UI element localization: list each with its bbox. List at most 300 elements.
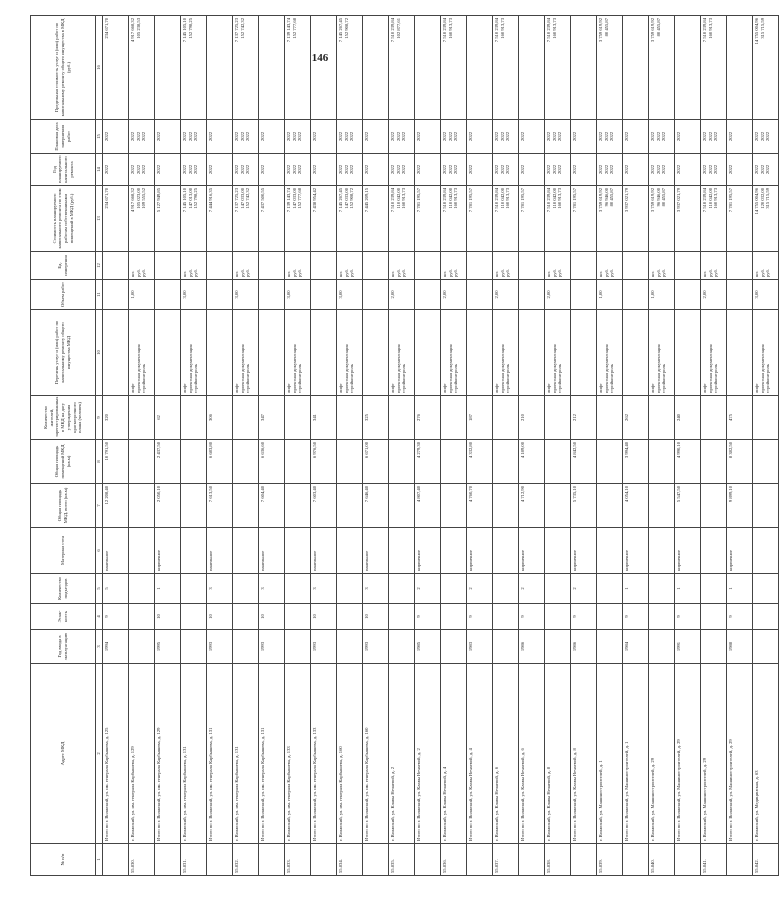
cell-no — [155, 844, 181, 876]
column-header: Количество жителей, зарегистрированных в МКД на дату утверждения краткосрочного плана (человек) — [31, 396, 96, 440]
column-index: 8 — [96, 440, 103, 484]
column-index: 7 — [96, 484, 103, 528]
cell-work — [311, 310, 337, 396]
cell-area — [753, 484, 779, 528]
cell-vol — [415, 280, 441, 310]
cell-entr: 5 — [103, 574, 129, 604]
cell-year — [233, 630, 259, 664]
cell-floors: 10 — [155, 604, 181, 630]
column-header: Плановая дата завершения работ — [31, 120, 96, 154]
cell-cost: 7 781 195,57 — [571, 186, 597, 252]
cell-year: 1984 — [623, 630, 649, 664]
cell-work: лифт проектная документация стройконтроль — [545, 310, 571, 396]
cell-unit — [259, 252, 285, 280]
cell-floors — [285, 604, 311, 630]
cell-entr: 3 — [311, 574, 337, 604]
cell-y2: 2022 2022 2022 — [181, 120, 207, 154]
column-index: 3 — [96, 630, 103, 664]
cell-year — [701, 630, 727, 664]
cell-entr — [753, 574, 779, 604]
table-row — [181, 16, 207, 876]
cell-addr: г. Волжский, ул. Клавы Нечаевой, д. 2 — [389, 664, 415, 844]
table-row — [571, 16, 597, 876]
cell-cost: 7 444 916,35 — [207, 186, 233, 252]
cell-people: 320 — [103, 396, 129, 440]
cell-cost: 7 139 143,74 147 033,00 152 777,68 — [285, 186, 311, 252]
repair-plan-table — [30, 15, 779, 876]
table-row — [675, 16, 701, 876]
cell-floors: 10 — [311, 604, 337, 630]
cell-work — [467, 310, 493, 396]
cell-area — [441, 484, 467, 528]
cell-no: 55.831. — [181, 844, 207, 876]
cell-floors: 10 — [259, 604, 285, 630]
cell-addr: г. Волжский, ул. им. генерала Карбышева, д. 129 — [129, 664, 155, 844]
column-index: 1 — [96, 844, 103, 876]
cell-entr — [233, 574, 259, 604]
cell-area2 — [181, 440, 207, 484]
cell-work — [623, 310, 649, 396]
cell-people: 306 — [207, 396, 233, 440]
cell-people — [441, 396, 467, 440]
cell-year: 1995 — [155, 630, 181, 664]
cell-year: 1993 — [259, 630, 285, 664]
cell-addr: Итого по г. Волжский, ул. Клавы Нечаевой, д. 6 — [519, 664, 545, 844]
cell-no — [103, 844, 129, 876]
cell-unit — [207, 252, 233, 280]
cell-area: 4 760,70 — [467, 484, 493, 528]
cell-unit — [467, 252, 493, 280]
cell-y1: 2022 — [103, 154, 129, 186]
table-row — [623, 16, 649, 876]
cell-work: лифт проектная документация стройконтроль — [337, 310, 363, 396]
cell-floors — [701, 604, 727, 630]
cell-area2 — [233, 440, 259, 484]
cell-y1: 2022 — [155, 154, 181, 186]
table-row — [285, 16, 311, 876]
cell-area2 — [545, 440, 571, 484]
cell-people — [233, 396, 259, 440]
column-index: 11 — [96, 280, 103, 310]
cell-area2 — [493, 440, 519, 484]
cell-y1: 2022 — [259, 154, 285, 186]
cell-y2: 2022 2022 2022 — [753, 120, 779, 154]
cell-limit — [467, 16, 493, 120]
cell-unit — [103, 252, 129, 280]
cell-no: 55.840. — [649, 844, 675, 876]
cell-year — [545, 630, 571, 664]
cell-vol: 3,00 — [285, 280, 311, 310]
cell-wall: кирпичное — [675, 528, 701, 574]
cell-wall — [285, 528, 311, 574]
cell-year: 1994 — [103, 630, 129, 664]
cell-area — [701, 484, 727, 528]
cell-unit — [311, 252, 337, 280]
cell-people: 212 — [571, 396, 597, 440]
cell-entr: 1 — [727, 574, 753, 604]
cell-floors — [597, 604, 623, 630]
cell-limit — [675, 16, 701, 120]
cell-vol: 2,00 — [441, 280, 467, 310]
cell-floors — [389, 604, 415, 630]
cell-no — [363, 844, 389, 876]
column-index: 16 — [96, 16, 103, 120]
cell-entr — [181, 574, 207, 604]
cell-vol — [207, 280, 233, 310]
cell-y2: 2022 — [415, 120, 441, 154]
cell-unit: шт. руб. руб. — [285, 252, 311, 280]
cell-area2 — [597, 440, 623, 484]
cell-vol: 2,00 — [701, 280, 727, 310]
cell-floors — [493, 604, 519, 630]
cell-no — [207, 844, 233, 876]
table-row — [597, 16, 623, 876]
cell-year: 1983 — [467, 630, 493, 664]
cell-unit: шт. руб. руб. — [493, 252, 519, 280]
cell-year — [441, 630, 467, 664]
cell-limit: 7 137 725,23 152 742,32 — [233, 16, 259, 120]
cell-floors: 9 — [519, 604, 545, 630]
cell-y2: 2022 — [155, 120, 181, 154]
table-row — [311, 16, 337, 876]
column-header: Этаж-ность — [31, 604, 96, 630]
cell-entr: 2 — [415, 574, 441, 604]
cell-work: лифт проектная документация стройконтроль — [597, 310, 623, 396]
cell-year: 1991 — [675, 630, 701, 664]
cell-cost: 7 445 209,15 — [363, 186, 389, 252]
cell-year: 1988 — [727, 630, 753, 664]
cell-y1: 2022 2022 2022 — [129, 154, 155, 186]
cell-work — [155, 310, 181, 396]
cell-people — [181, 396, 207, 440]
cell-people: 62 — [155, 396, 181, 440]
cell-addr: г. Волжский, ул. Машиностроителей, д. 29 — [649, 664, 675, 844]
cell-entr: 3 — [207, 574, 233, 604]
column-header: Адрес МКД — [31, 664, 96, 844]
cell-limit — [311, 16, 337, 120]
cell-year — [649, 630, 675, 664]
cell-limit — [155, 16, 181, 120]
cell-area2: 4 842,50 — [571, 440, 597, 484]
cell-people — [285, 396, 311, 440]
table-row — [467, 16, 493, 876]
cell-no: 55.837. — [493, 844, 519, 876]
cell-area2 — [441, 440, 467, 484]
column-header: Перечень услуг и (или) работ по капитальному ремонту общего имущества МКД — [31, 310, 96, 396]
cell-people: 347 — [259, 396, 285, 440]
cell-y2: 2022 — [311, 120, 337, 154]
cell-no — [623, 844, 649, 876]
cell-limit — [727, 16, 753, 120]
cell-people: 276 — [415, 396, 441, 440]
column-header: № п/п — [31, 844, 96, 876]
cell-y1: 2022 2022 2022 — [389, 154, 415, 186]
cell-y1: 2022 — [675, 154, 701, 186]
table-row — [207, 16, 233, 876]
cell-wall: кирпичное — [415, 528, 441, 574]
cell-area2: 10 791,50 — [103, 440, 129, 484]
cell-y2: 2022 — [727, 120, 753, 154]
table-row — [519, 16, 545, 876]
cell-entr — [337, 574, 363, 604]
cell-work: лифт проектная документация стройконтроль — [181, 310, 207, 396]
cell-area2 — [649, 440, 675, 484]
cell-year — [337, 630, 363, 664]
cell-entr: 3 — [363, 574, 389, 604]
cell-unit — [675, 252, 701, 280]
cell-y1: 2022 — [311, 154, 337, 186]
cell-addr: г. Волжский, ул. им. генерала Карбышева, д. 133 — [285, 664, 311, 844]
cell-area: 4 054,10 — [623, 484, 649, 528]
cell-floors: 9 — [571, 604, 597, 630]
cell-cost: 7 145 267,45 147 033,00 152 908,72 — [337, 186, 363, 252]
column-index: 15 — [96, 120, 103, 154]
table-row — [389, 16, 415, 876]
cell-vol — [311, 280, 337, 310]
cell-area2 — [337, 440, 363, 484]
cell-area2: 8 382,50 — [727, 440, 753, 484]
cell-wall: кирпичное — [519, 528, 545, 574]
cell-addr: Итого по г. Волжский, ул. им. генерала Карбышева, д. 131 — [207, 664, 233, 844]
cell-area — [181, 484, 207, 528]
table-body — [103, 16, 779, 876]
cell-unit: шт. руб. руб. — [389, 252, 415, 280]
cell-floors — [545, 604, 571, 630]
cell-area: 7 604,40 — [259, 484, 285, 528]
column-index: 12 — [96, 252, 103, 280]
cell-area — [233, 484, 259, 528]
cell-entr: 1 — [623, 574, 649, 604]
cell-area: 5 735,10 — [571, 484, 597, 528]
cell-wall — [181, 528, 207, 574]
cell-wall — [493, 528, 519, 574]
cell-y2: 2022 — [623, 120, 649, 154]
table-row — [259, 16, 285, 876]
cell-people — [701, 396, 727, 440]
cell-vol — [155, 280, 181, 310]
cell-entr — [129, 574, 155, 604]
cell-y2: 2022 — [259, 120, 285, 154]
cell-people: 262 — [623, 396, 649, 440]
cell-unit — [155, 252, 181, 280]
cell-limit: 7 139 143,74 152 777,68 — [285, 16, 311, 120]
cell-no: 55.834. — [337, 844, 363, 876]
cell-y1: 2022 — [519, 154, 545, 186]
cell-cost: 234 671,70 — [103, 186, 129, 252]
column-header: Объем работ — [31, 280, 96, 310]
cell-area: 4 712,90 — [519, 484, 545, 528]
column-header: Предельная стоимость услуг и (или) работ по капитальному ремонту общего имущества в МКД (руб.) — [31, 16, 96, 120]
cell-area2 — [701, 440, 727, 484]
cell-area2 — [389, 440, 415, 484]
cell-wall: панельное — [363, 528, 389, 574]
cell-y2: 2022 — [675, 120, 701, 154]
cell-vol — [363, 280, 389, 310]
cell-work — [259, 310, 285, 396]
cell-vol: 3,00 — [753, 280, 779, 310]
cell-entr — [701, 574, 727, 604]
cell-limit: 7 510 239,84 160 913,73 — [493, 16, 519, 120]
cell-people — [597, 396, 623, 440]
table-row — [545, 16, 571, 876]
cell-area — [337, 484, 363, 528]
cell-floors: 9 — [675, 604, 701, 630]
cell-area — [649, 484, 675, 528]
cell-year — [389, 630, 415, 664]
cell-wall: кирпичное — [467, 528, 493, 574]
cell-vol: 1,00 — [597, 280, 623, 310]
rotated-table-container — [30, 16, 771, 876]
column-header: Стоимость планируемого капитального ремонта по этим работам собственниками помещений в МКД (руб.) — [31, 186, 96, 252]
cell-no — [311, 844, 337, 876]
table-row — [363, 16, 389, 876]
cell-area2: 3 994,40 — [623, 440, 649, 484]
cell-addr: г. Волжский, ул. Машиностроителей, д. 1 — [597, 664, 623, 844]
cell-limit: 3 759 619,92 80 455,87 — [649, 16, 675, 120]
cell-cost: 7 781 195,57 — [519, 186, 545, 252]
cell-vol: 3,00 — [337, 280, 363, 310]
cell-addr: г. Волжский, ул. им. генерала Карбышева, д. 131 — [233, 664, 259, 844]
cell-vol: 3,00 — [233, 280, 259, 310]
cell-y1: 2022 2022 2022 — [493, 154, 519, 186]
cell-y2: 2022 2022 2022 — [441, 120, 467, 154]
cell-y1: 2022 — [467, 154, 493, 186]
cell-y2: 2022 2022 2022 — [545, 120, 571, 154]
cell-y1: 2022 — [571, 154, 597, 186]
cell-vol — [571, 280, 597, 310]
cell-cost: 7 438 954,42 — [311, 186, 337, 252]
cell-work: лифт проектная документация стройконтроль — [753, 310, 779, 396]
cell-addr: Итого по г. Волжский, ул. им. генерала Карбышева, д. 160 — [363, 664, 389, 844]
cell-y2: 2022 2022 2022 — [389, 120, 415, 154]
cell-y1: 2022 2022 2022 — [597, 154, 623, 186]
cell-addr: г. Волжский, ул. Машиностроителей, д. 29 — [701, 664, 727, 844]
cell-limit — [571, 16, 597, 120]
cell-floors: 9 — [467, 604, 493, 630]
cell-y2: 2022 2022 2022 — [493, 120, 519, 154]
cell-y2: 2022 — [467, 120, 493, 154]
cell-vol — [727, 280, 753, 310]
column-index: 9 — [96, 396, 103, 440]
cell-no: 55.838. — [545, 844, 571, 876]
cell-vol — [519, 280, 545, 310]
cell-area2: 6 636,60 — [259, 440, 285, 484]
cell-no: 55.835. — [389, 844, 415, 876]
cell-area2: 6 671,00 — [363, 440, 389, 484]
table-row — [701, 16, 727, 876]
cell-work — [207, 310, 233, 396]
cell-no: 55.833. — [285, 844, 311, 876]
cell-area — [493, 484, 519, 528]
cell-addr: г. Волжский, ул. им. генерала Карбышева, д. 160 — [337, 664, 363, 844]
cell-people — [493, 396, 519, 440]
cell-area2: 4 990,10 — [675, 440, 701, 484]
cell-work — [519, 310, 545, 396]
cell-addr: г. Волжский, ул. Клавы Нечаевой, д. 8 — [545, 664, 571, 844]
cell-cost: 5 127 949,85 — [155, 186, 181, 252]
cell-people — [753, 396, 779, 440]
cell-work: лифт проектная документация стройконтроль — [649, 310, 675, 396]
table-row — [103, 16, 129, 876]
cell-vol: 2,00 — [493, 280, 519, 310]
cell-addr: Итого по г. Волжский, ул. Машиностроителей, д. 29 — [675, 664, 701, 844]
column-index: 2 — [96, 664, 103, 844]
cell-area2 — [129, 440, 155, 484]
cell-work: лифт проектная документация стройконтроль — [129, 310, 155, 396]
cell-addr: г. Волжский, ул. Клавы Нечаевой, д. 4 — [441, 664, 467, 844]
cell-y2: 2022 — [571, 120, 597, 154]
cell-unit: шт. руб. руб. — [441, 252, 467, 280]
cell-work — [727, 310, 753, 396]
cell-unit — [571, 252, 597, 280]
cell-area: 9 899,10 — [727, 484, 753, 528]
cell-people: 325 — [363, 396, 389, 440]
cell-y1: 2022 — [623, 154, 649, 186]
cell-floors — [181, 604, 207, 630]
cell-people — [129, 396, 155, 440]
cell-wall: панельное — [207, 528, 233, 574]
column-index: 13 — [96, 186, 103, 252]
cell-unit: шт. руб. руб. — [337, 252, 363, 280]
column-index-row — [96, 16, 103, 876]
cell-area: 4 807,40 — [415, 484, 441, 528]
cell-floors — [441, 604, 467, 630]
cell-area — [545, 484, 571, 528]
cell-unit — [415, 252, 441, 280]
cell-limit: 7 510 239,84 160 913,73 — [545, 16, 571, 120]
cell-cost: 7 510 239,84 110 042,00 160 913,73 — [389, 186, 415, 252]
cell-addr: Итого по г. Волжский, ул. Клавы Нечаевой, д. 2 — [415, 664, 441, 844]
column-header: Материал стен — [31, 528, 96, 574]
cell-y2: 2022 2022 2022 — [649, 120, 675, 154]
cell-y2: 2022 — [363, 120, 389, 154]
cell-year — [129, 630, 155, 664]
cell-vol: 1,00 — [129, 280, 155, 310]
header-row — [31, 16, 96, 876]
cell-vol — [259, 280, 285, 310]
cell-area2: 4 332,80 — [467, 440, 493, 484]
cell-area — [597, 484, 623, 528]
cell-wall — [389, 528, 415, 574]
cell-wall: панельное — [311, 528, 337, 574]
cell-y1: 2022 2022 2022 — [441, 154, 467, 186]
cell-no — [415, 844, 441, 876]
cell-floors: 10 — [207, 604, 233, 630]
cell-addr: г. Волжский, ул. Клавы Нечаевой, д. 6 — [493, 664, 519, 844]
cell-limit — [623, 16, 649, 120]
cell-no — [259, 844, 285, 876]
cell-vol — [103, 280, 129, 310]
cell-area — [389, 484, 415, 528]
cell-entr: 1 — [155, 574, 181, 604]
cell-addr: Итого по г. Волжский, ул. Машиностроителей, д. 29 — [727, 664, 753, 844]
cell-floors: 9 — [415, 604, 441, 630]
cell-y2: 2022 2022 2022 — [285, 120, 311, 154]
cell-y1: 2022 — [727, 154, 753, 186]
table-row — [233, 16, 259, 876]
cell-area: 12 208,40 — [103, 484, 129, 528]
cell-addr: Итого по г. Волжский, ул. им. генерала Карбышева, д. 133 — [311, 664, 337, 844]
column-index: 5 — [96, 574, 103, 604]
column-header: Количество подъездов — [31, 574, 96, 604]
cell-area2: 2 437,50 — [155, 440, 181, 484]
cell-area2 — [753, 440, 779, 484]
cell-work — [675, 310, 701, 396]
cell-wall: кирпичное — [571, 528, 597, 574]
cell-people: 341 — [311, 396, 337, 440]
cell-people — [337, 396, 363, 440]
cell-no: 55.842. — [753, 844, 779, 876]
